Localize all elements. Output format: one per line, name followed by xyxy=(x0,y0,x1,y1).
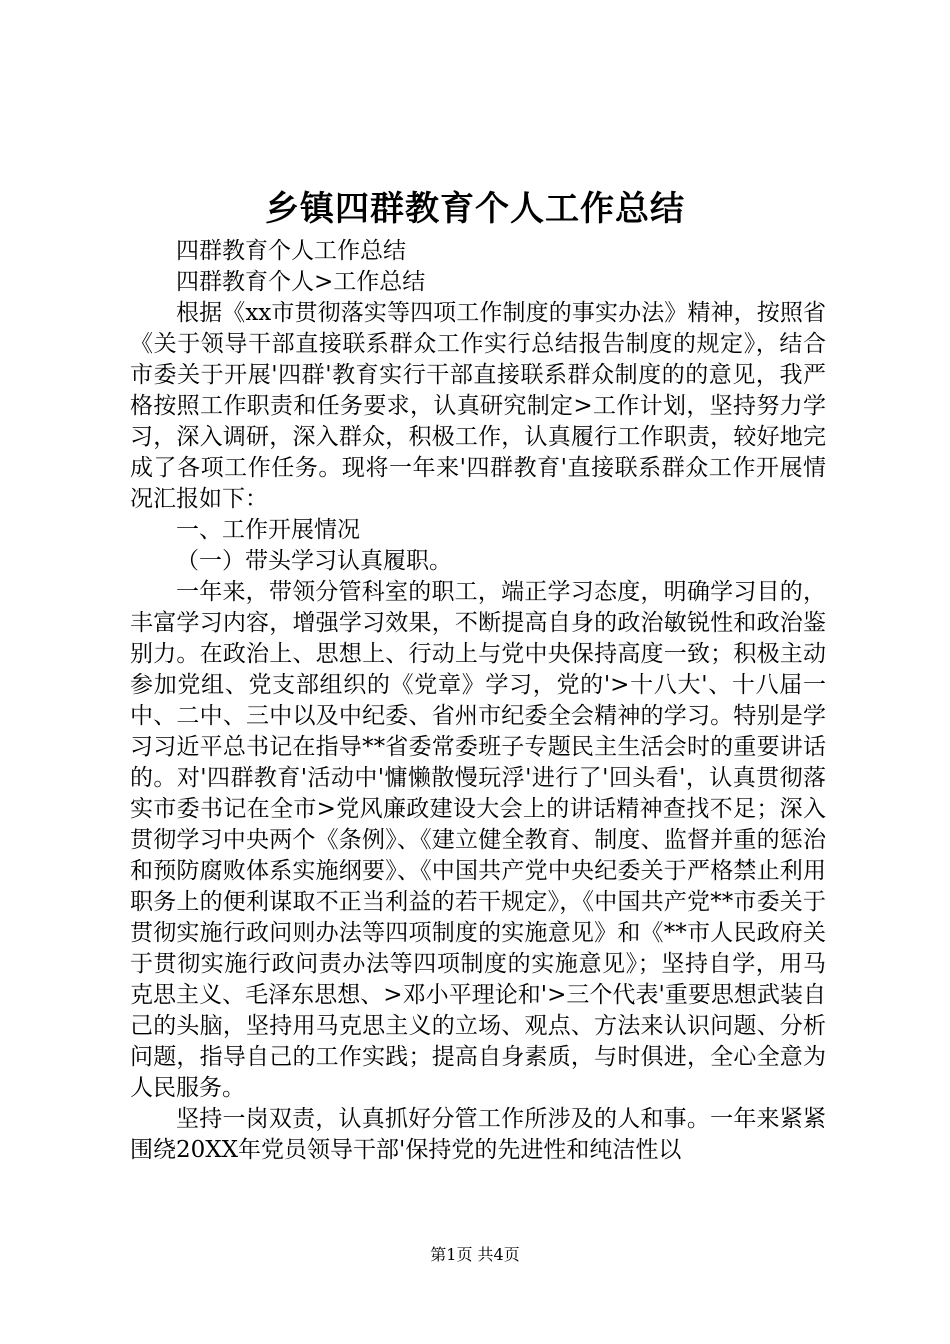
page-footer: 第1页 共4页 xyxy=(430,1245,520,1264)
section-heading: 一、工作开展情况 xyxy=(176,517,360,543)
paragraph-subtitle-2: 四群教育个人>工作总结 xyxy=(176,269,426,295)
paragraph-subtitle: 四群教育个人工作总结 xyxy=(176,238,406,264)
subsection-heading: （一）带头学习认真履职。 xyxy=(176,548,452,574)
paragraph-intro: 根据《xx市贯彻落实等四项工作制度的事实办法》精神，按照省《关于领导干部直接联系群众工作实行总结报告制度的规定》，结合市委关于开展'四群'教育实行干部直接联系群众制度的的意见，我严格按照工作职责和任务要求，认真研究制定>工作计划，坚持努力学习，深入调研，深入群众，积极工作，认真履行工作职责，较好地完成了各项工作任务。现将一年来'四群教育'直接联系群众工作开展情况汇报如下： xyxy=(130,300,826,512)
paragraph-duty: 坚持一岗双责，认真抓好分管工作所涉及的人和事。一年来紧紧围绕20XX年党员领导干部'保持党的先进性和纯洁性以 xyxy=(130,1106,826,1163)
paragraph-study: 一年来，带领分管科室的职工，端正学习态度，明确学习目的，丰富学习内容，增强学习效果，不断提高自身的政治敏锐性和政治鉴别力。在政治上、思想上、行动上与党中央保持高度一致；积极主动参加党组、党支部组织的《党章》学习，党的'>十八大'、十八届一中、二中、三中以及中纪委、省州市纪委全会精神的学习。特别是学习习近平总书记在指导**省委常委班子专题民主生活会时的重要讲话的。对'四群教育'活动中'慵懒散慢玩浮'进行了'回头看'，认真贯彻落实市委书记在全市>党风廉政建设大会上的讲话精神查找不足；深入贯彻学习中央两个《条例》、《建立健全教育、制度、监督并重的惩治和预防腐败体系实施纲要》、《中国共产党中央纪委关于严格禁止利用职务上的便利谋取不正当利益的若干规定》，《中国共产党**市委关于贯彻实施行政问则办法等四项制度的实施意见》和《**市人民政府关于贯彻实施行政问责办法等四项制度的实施意见》；坚持自学，用马克思主义、毛泽东思想、>邓小平理论和'>三个代表'重要思想武装自己的头脑，坚持用马克思主义的立场、观点、方法来认识问题、分析问题，指导自己的工作实践；提高自身素质，与时俱进，全心全意为人民服务。 xyxy=(130,579,826,1101)
document-title: 乡镇四群教育个人工作总结 xyxy=(265,189,685,229)
document-body xyxy=(130,236,826,1166)
